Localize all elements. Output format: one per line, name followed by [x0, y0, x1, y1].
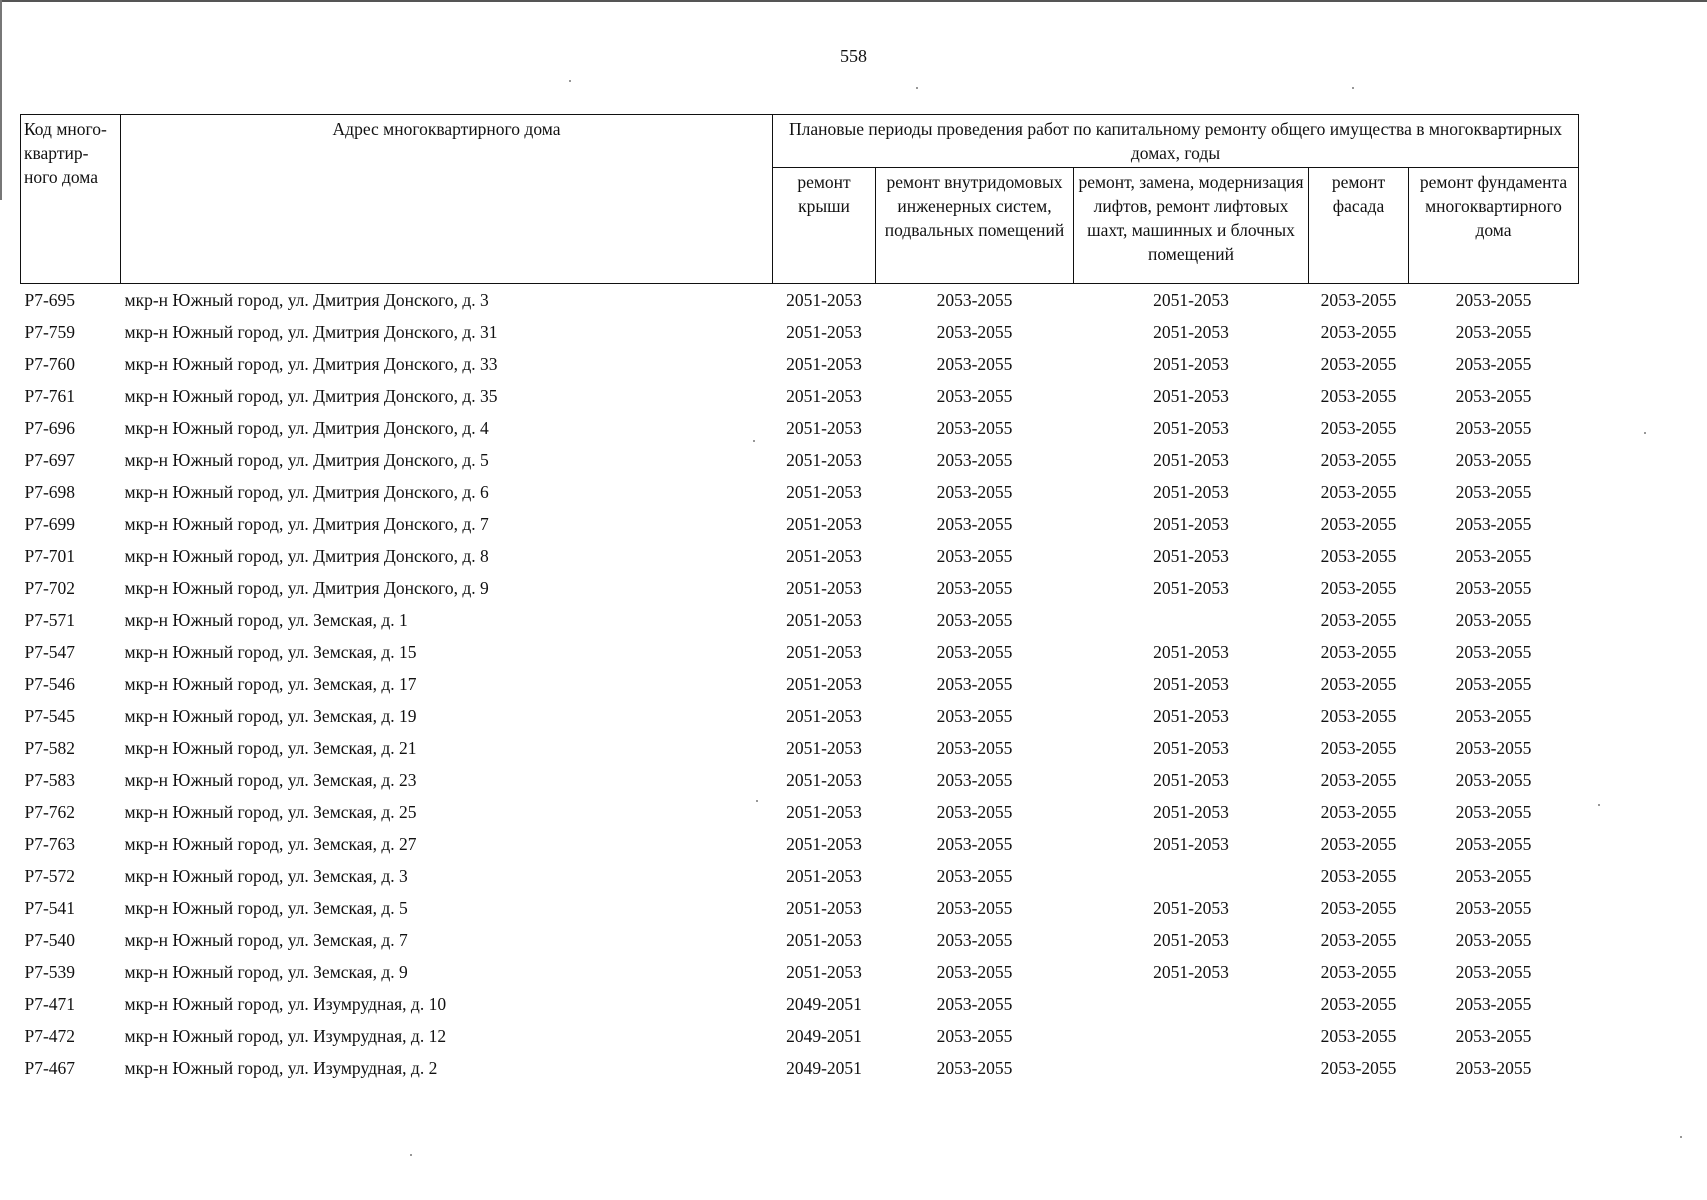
- row-foundation: 2053-2055: [1455, 673, 1532, 694]
- scan-speck: [756, 800, 758, 802]
- row-facade: 2053-2055: [1320, 993, 1397, 1014]
- row-roof: 2051-2053: [786, 961, 862, 982]
- table-row: [21, 636, 1579, 668]
- row-foundation: 2053-2055: [1455, 865, 1532, 886]
- row-code: Р7-763: [24, 833, 76, 854]
- row-code: Р7-545: [24, 705, 76, 726]
- row-systems: 2053-2055: [936, 673, 1013, 694]
- row-facade: 2053-2055: [1320, 801, 1397, 822]
- row-systems: 2053-2055: [936, 513, 1013, 534]
- scan-speck: [1644, 432, 1646, 434]
- page-number: 558: [840, 46, 867, 66]
- table-row: [21, 508, 1579, 540]
- table-row: [21, 700, 1579, 732]
- row-facade: 2053-2055: [1320, 705, 1397, 726]
- row-facade: 2053-2055: [1320, 769, 1397, 790]
- row-elevators: 2051-2053: [1153, 929, 1229, 950]
- row-foundation: 2053-2055: [1455, 1025, 1532, 1046]
- row-facade: 2053-2055: [1320, 833, 1397, 854]
- row-roof: 2049-2051: [786, 1057, 862, 1078]
- scan-speck: [916, 87, 918, 89]
- row-address: мкр-н Южный город, ул. Земская, д. 1: [124, 609, 408, 630]
- row-address: мкр-н Южный город, ул. Дмитрия Донского, д. 4: [124, 417, 489, 438]
- row-code: Р7-702: [24, 577, 76, 598]
- row-facade: 2053-2055: [1320, 577, 1397, 598]
- row-systems: 2053-2055: [936, 705, 1013, 726]
- row-elevators: [1074, 860, 1309, 892]
- row-elevators: 2051-2053: [1153, 417, 1229, 438]
- row-systems: 2053-2055: [936, 865, 1013, 886]
- row-elevators: 2051-2053: [1153, 737, 1229, 758]
- table-row: [21, 316, 1579, 348]
- row-address: мкр-н Южный город, ул. Дмитрия Донского, д. 8: [124, 545, 489, 566]
- row-foundation: 2053-2055: [1455, 545, 1532, 566]
- row-facade: 2053-2055: [1320, 737, 1397, 758]
- row-systems: 2053-2055: [936, 1057, 1013, 1078]
- row-roof: 2049-2051: [786, 1025, 862, 1046]
- row-systems: 2053-2055: [936, 833, 1013, 854]
- scan-speck: [1598, 804, 1600, 806]
- row-foundation: 2053-2055: [1455, 289, 1532, 310]
- row-code: Р7-583: [24, 769, 76, 790]
- row-elevators: 2051-2053: [1153, 289, 1229, 310]
- scan-speck: [410, 1154, 412, 1156]
- header-periods: Плановые периоды проведения работ по капитальному ремонту общего имущества в многоквартирных домах, годы: [773, 115, 1579, 168]
- row-elevators: 2051-2053: [1153, 801, 1229, 822]
- row-roof: 2049-2051: [786, 993, 862, 1014]
- row-foundation: 2053-2055: [1455, 769, 1532, 790]
- row-code: Р7-699: [24, 513, 76, 534]
- table-row: [21, 444, 1579, 476]
- row-address: мкр-н Южный город, ул. Дмитрия Донского, д. 31: [124, 321, 498, 342]
- row-code: Р7-472: [24, 1025, 76, 1046]
- row-roof: 2051-2053: [786, 353, 862, 374]
- row-foundation: 2053-2055: [1455, 449, 1532, 470]
- row-roof: 2051-2053: [786, 737, 862, 758]
- row-roof: 2051-2053: [786, 385, 862, 406]
- row-code: Р7-695: [24, 289, 76, 310]
- row-foundation: 2053-2055: [1455, 385, 1532, 406]
- row-code: Р7-759: [24, 321, 76, 342]
- row-roof: 2051-2053: [786, 801, 862, 822]
- row-code: Р7-547: [24, 641, 76, 662]
- row-address: мкр-н Южный город, ул. Земская, д. 5: [124, 897, 408, 918]
- row-facade: 2053-2055: [1320, 897, 1397, 918]
- row-roof: 2051-2053: [786, 897, 862, 918]
- row-roof: 2051-2053: [786, 289, 862, 310]
- row-facade: 2053-2055: [1320, 1025, 1397, 1046]
- row-facade: 2053-2055: [1320, 417, 1397, 438]
- row-facade: 2053-2055: [1320, 513, 1397, 534]
- table-row: [21, 604, 1579, 636]
- row-systems: 2053-2055: [936, 897, 1013, 918]
- row-systems: 2053-2055: [936, 609, 1013, 630]
- table-row: [21, 412, 1579, 444]
- row-code: Р7-582: [24, 737, 76, 758]
- row-facade: 2053-2055: [1320, 641, 1397, 662]
- row-roof: 2051-2053: [786, 609, 862, 630]
- row-roof: 2051-2053: [786, 577, 862, 598]
- row-elevators: 2051-2053: [1153, 385, 1229, 406]
- row-roof: 2051-2053: [786, 641, 862, 662]
- row-foundation: 2053-2055: [1455, 577, 1532, 598]
- row-systems: 2053-2055: [936, 961, 1013, 982]
- row-foundation: 2053-2055: [1455, 417, 1532, 438]
- table-row: [21, 796, 1579, 828]
- table-row: [21, 476, 1579, 508]
- header-foundation: ремонт фундамента многоквартирного дома: [1409, 168, 1579, 284]
- row-code: Р7-546: [24, 673, 76, 694]
- row-address: мкр-н Южный город, ул. Земская, д. 7: [124, 929, 408, 950]
- row-foundation: 2053-2055: [1455, 801, 1532, 822]
- row-elevators: 2051-2053: [1153, 545, 1229, 566]
- scan-speck: [1680, 1136, 1682, 1138]
- repair-schedule-table: [20, 114, 1579, 1084]
- row-roof: 2051-2053: [786, 449, 862, 470]
- row-roof: 2051-2053: [786, 673, 862, 694]
- row-roof: 2051-2053: [786, 513, 862, 534]
- row-roof: 2051-2053: [786, 481, 862, 502]
- row-foundation: 2053-2055: [1455, 833, 1532, 854]
- row-elevators: 2051-2053: [1153, 513, 1229, 534]
- table-row: [21, 732, 1579, 764]
- row-elevators: 2051-2053: [1153, 833, 1229, 854]
- row-elevators: 2051-2053: [1153, 353, 1229, 374]
- table-header: [21, 115, 1579, 284]
- row-address: мкр-н Южный город, ул. Дмитрия Донского, д. 7: [124, 513, 489, 534]
- row-address: мкр-н Южный город, ул. Земская, д. 17: [124, 673, 417, 694]
- row-address: мкр-н Южный город, ул. Земская, д. 9: [124, 961, 408, 982]
- scan-speck: [569, 80, 571, 82]
- row-code: Р7-696: [24, 417, 76, 438]
- row-address: мкр-н Южный город, ул. Дмитрия Донского, д. 33: [124, 353, 498, 374]
- row-facade: 2053-2055: [1320, 673, 1397, 694]
- row-systems: 2053-2055: [936, 929, 1013, 950]
- scan-speck: [1352, 87, 1354, 89]
- row-systems: 2053-2055: [936, 385, 1013, 406]
- table-body: [21, 284, 1579, 1085]
- row-address: мкр-н Южный город, ул. Земская, д. 3: [124, 865, 408, 886]
- row-foundation: 2053-2055: [1455, 705, 1532, 726]
- row-elevators: 2051-2053: [1153, 321, 1229, 342]
- row-address: мкр-н Южный город, ул. Дмитрия Донского, д. 35: [124, 385, 498, 406]
- row-code: Р7-698: [24, 481, 76, 502]
- row-elevators: 2051-2053: [1153, 449, 1229, 470]
- header-systems: ремонт внутридомовых инженерных систем, подвальных помещений: [876, 168, 1074, 284]
- row-facade: 2053-2055: [1320, 865, 1397, 886]
- row-code: Р7-541: [24, 897, 76, 918]
- row-code: Р7-762: [24, 801, 76, 822]
- header-code: Код много-квартир-ного дома: [21, 115, 121, 284]
- row-foundation: 2053-2055: [1455, 641, 1532, 662]
- row-systems: 2053-2055: [936, 481, 1013, 502]
- row-address: мкр-н Южный город, ул. Земская, д. 19: [124, 705, 417, 726]
- table-row: [21, 764, 1579, 796]
- scan-speck: [753, 440, 755, 442]
- table-row: [21, 1052, 1579, 1084]
- row-roof: 2051-2053: [786, 417, 862, 438]
- row-foundation: 2053-2055: [1455, 929, 1532, 950]
- row-address: мкр-н Южный город, ул. Дмитрия Донского, д. 5: [124, 449, 489, 470]
- row-foundation: 2053-2055: [1455, 737, 1532, 758]
- row-systems: 2053-2055: [936, 1025, 1013, 1046]
- row-code: Р7-701: [24, 545, 76, 566]
- table-row: [21, 924, 1579, 956]
- table-row: [21, 572, 1579, 604]
- row-elevators: [1074, 988, 1309, 1020]
- table-row: [21, 284, 1579, 317]
- row-address: мкр-н Южный город, ул. Дмитрия Донского, д. 9: [124, 577, 489, 598]
- row-systems: 2053-2055: [936, 641, 1013, 662]
- table-row: [21, 348, 1579, 380]
- row-elevators: 2051-2053: [1153, 577, 1229, 598]
- row-facade: 2053-2055: [1320, 961, 1397, 982]
- row-elevators: 2051-2053: [1153, 897, 1229, 918]
- row-elevators: 2051-2053: [1153, 641, 1229, 662]
- row-code: Р7-761: [24, 385, 76, 406]
- row-roof: 2051-2053: [786, 833, 862, 854]
- row-elevators: [1074, 604, 1309, 636]
- row-facade: 2053-2055: [1320, 609, 1397, 630]
- table-row: [21, 988, 1579, 1020]
- row-address: мкр-н Южный город, ул. Дмитрия Донского, д. 3: [124, 289, 489, 310]
- row-address: мкр-н Южный город, ул. Земская, д. 21: [124, 737, 417, 758]
- row-code: Р7-697: [24, 449, 76, 470]
- table-row: [21, 1020, 1579, 1052]
- row-systems: 2053-2055: [936, 545, 1013, 566]
- row-facade: 2053-2055: [1320, 929, 1397, 950]
- row-systems: 2053-2055: [936, 289, 1013, 310]
- header-address: Адрес многоквартирного дома: [121, 115, 773, 284]
- row-roof: 2051-2053: [786, 705, 862, 726]
- row-systems: 2053-2055: [936, 417, 1013, 438]
- row-code: Р7-760: [24, 353, 76, 374]
- row-foundation: 2053-2055: [1455, 609, 1532, 630]
- row-address: мкр-н Южный город, ул. Дмитрия Донского, д. 6: [124, 481, 489, 502]
- row-facade: 2053-2055: [1320, 289, 1397, 310]
- row-address: мкр-н Южный город, ул. Изумрудная, д. 12: [124, 1025, 447, 1046]
- row-systems: 2053-2055: [936, 801, 1013, 822]
- row-systems: 2053-2055: [936, 353, 1013, 374]
- row-facade: 2053-2055: [1320, 545, 1397, 566]
- row-facade: 2053-2055: [1320, 321, 1397, 342]
- row-foundation: 2053-2055: [1455, 321, 1532, 342]
- header-facade: ремонт фасада: [1309, 168, 1409, 284]
- row-elevators: [1074, 1052, 1309, 1084]
- table-row: [21, 956, 1579, 988]
- table-row: [21, 892, 1579, 924]
- row-address: мкр-н Южный город, ул. Земская, д. 23: [124, 769, 417, 790]
- row-address: мкр-н Южный город, ул. Изумрудная, д. 10: [124, 993, 447, 1014]
- row-code: Р7-539: [24, 961, 76, 982]
- row-elevators: 2051-2053: [1153, 481, 1229, 502]
- scan-top-edge: [0, 0, 1707, 2]
- row-roof: 2051-2053: [786, 929, 862, 950]
- table-row: [21, 380, 1579, 412]
- row-address: мкр-н Южный город, ул. Изумрудная, д. 2: [124, 1057, 438, 1078]
- row-code: Р7-471: [24, 993, 76, 1014]
- table-row: [21, 668, 1579, 700]
- row-facade: 2053-2055: [1320, 481, 1397, 502]
- row-elevators: 2051-2053: [1153, 673, 1229, 694]
- row-foundation: 2053-2055: [1455, 897, 1532, 918]
- row-systems: 2053-2055: [936, 577, 1013, 598]
- table-row: [21, 828, 1579, 860]
- row-code: Р7-540: [24, 929, 76, 950]
- row-roof: 2051-2053: [786, 865, 862, 886]
- row-address: мкр-н Южный город, ул. Земская, д. 27: [124, 833, 417, 854]
- row-elevators: 2051-2053: [1153, 705, 1229, 726]
- row-elevators: [1074, 1020, 1309, 1052]
- row-code: Р7-467: [24, 1057, 76, 1078]
- row-elevators: 2051-2053: [1153, 769, 1229, 790]
- table-row: [21, 860, 1579, 892]
- scan-left-edge: [0, 0, 2, 200]
- row-facade: 2053-2055: [1320, 353, 1397, 374]
- row-code: Р7-572: [24, 865, 76, 886]
- row-elevators: 2051-2053: [1153, 961, 1229, 982]
- row-foundation: 2053-2055: [1455, 1057, 1532, 1078]
- row-systems: 2053-2055: [936, 993, 1013, 1014]
- row-foundation: 2053-2055: [1455, 353, 1532, 374]
- header-roof: ремонт крыши: [773, 168, 876, 284]
- row-address: мкр-н Южный город, ул. Земская, д. 25: [124, 801, 417, 822]
- table-row: [21, 540, 1579, 572]
- row-roof: 2051-2053: [786, 321, 862, 342]
- row-roof: 2051-2053: [786, 545, 862, 566]
- header-elevators: ремонт, замена, модернизация лифтов, ремонт лифтовых шахт, машинных и блочных помещений: [1074, 168, 1309, 284]
- row-code: Р7-571: [24, 609, 76, 630]
- row-systems: 2053-2055: [936, 449, 1013, 470]
- row-systems: 2053-2055: [936, 769, 1013, 790]
- row-foundation: 2053-2055: [1455, 481, 1532, 502]
- row-address: мкр-н Южный город, ул. Земская, д. 15: [124, 641, 417, 662]
- row-facade: 2053-2055: [1320, 449, 1397, 470]
- row-facade: 2053-2055: [1320, 1057, 1397, 1078]
- row-systems: 2053-2055: [936, 321, 1013, 342]
- row-facade: 2053-2055: [1320, 385, 1397, 406]
- row-foundation: 2053-2055: [1455, 961, 1532, 982]
- row-roof: 2051-2053: [786, 769, 862, 790]
- row-systems: 2053-2055: [936, 737, 1013, 758]
- row-foundation: 2053-2055: [1455, 993, 1532, 1014]
- row-foundation: 2053-2055: [1455, 513, 1532, 534]
